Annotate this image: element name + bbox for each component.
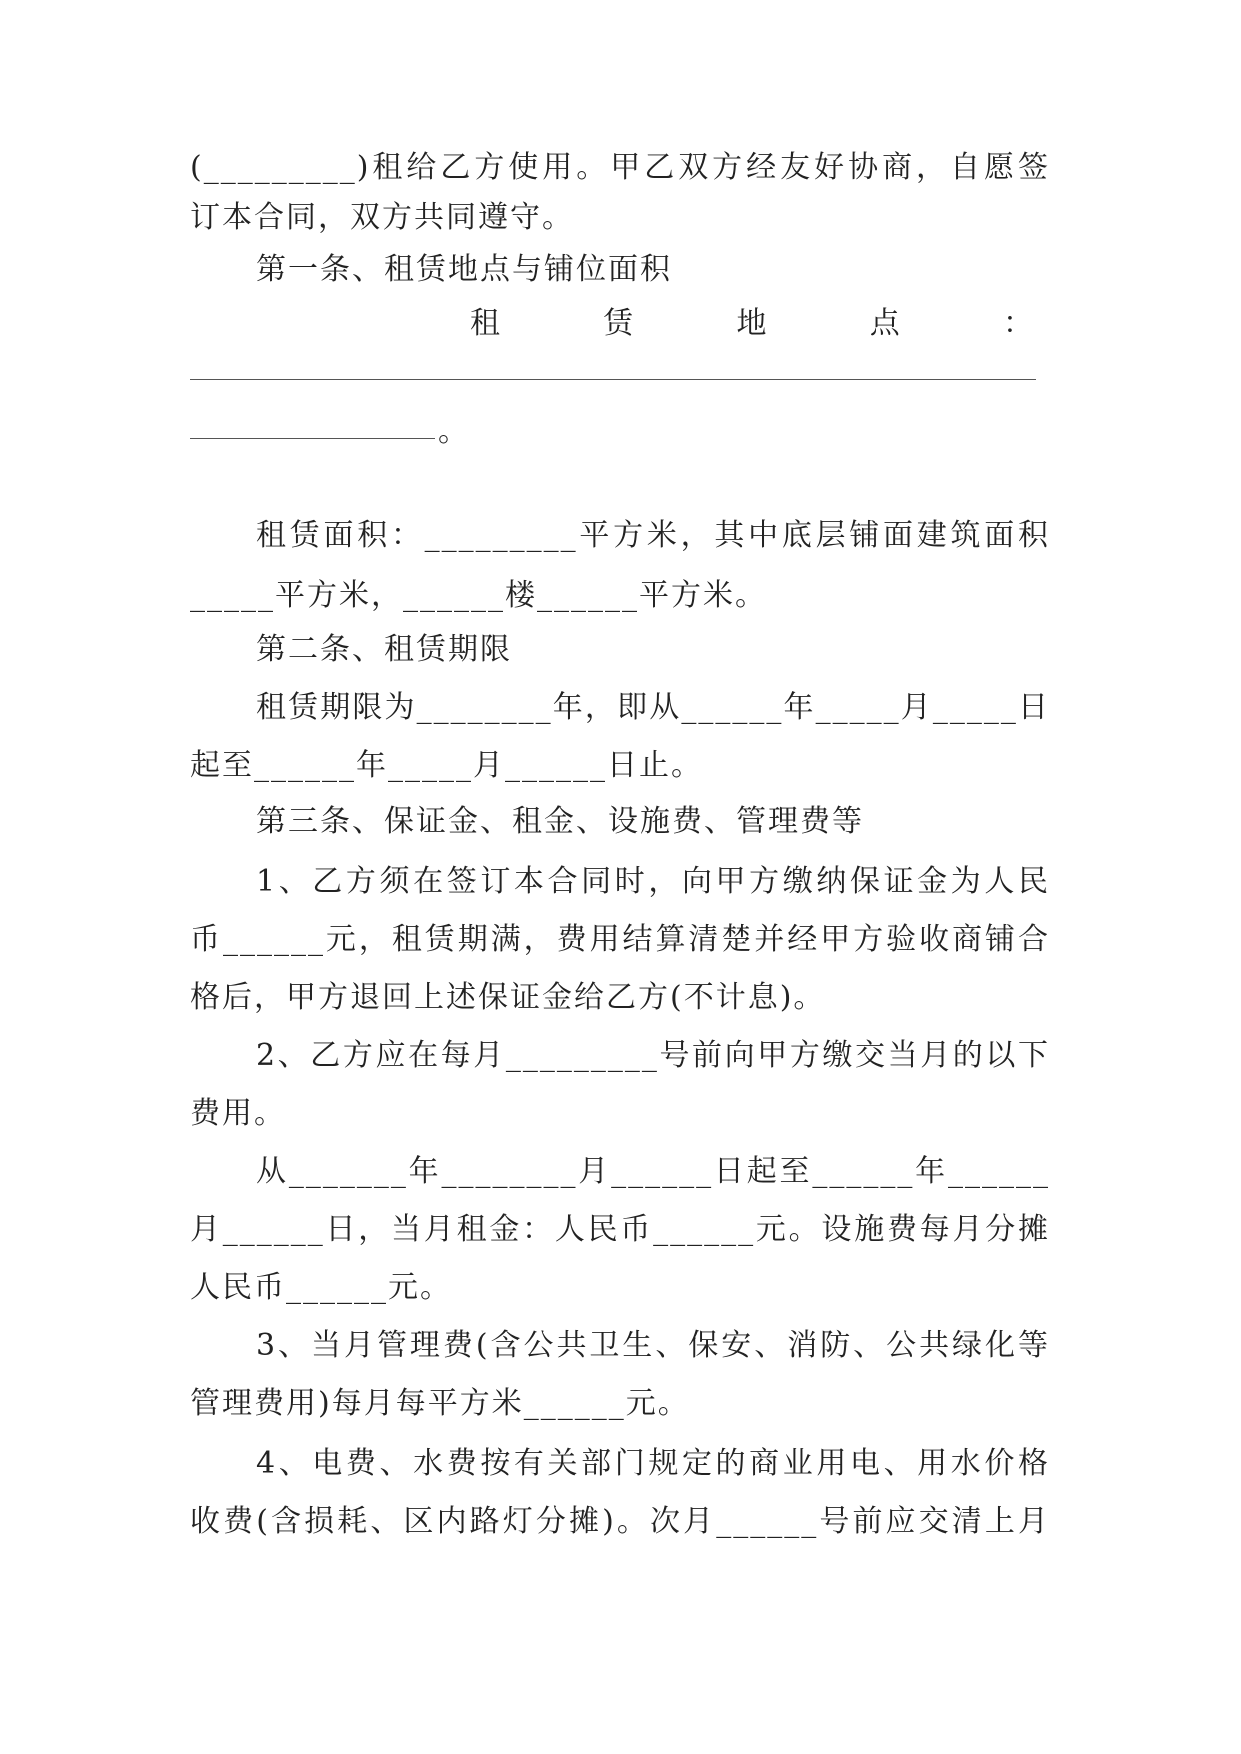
paragraph-line: 订本合同，双方共同遵守。 [190, 200, 574, 235]
paragraph-line: 管理费用)每月每平方米______元。 [190, 1386, 690, 1421]
label-char: 赁 [603, 306, 636, 341]
paragraph-line: (_________)租给乙方使用。甲乙双方经友好协商，自愿签 [190, 150, 1050, 185]
paragraph-line: 起至______年_____月______日止。 [190, 748, 703, 783]
paragraph-line: _____平方米，______楼______平方米。 [190, 578, 767, 613]
paragraph-line: 收费(含损耗、区内路灯分摊)。次月______号前应交清上月 [190, 1504, 1050, 1539]
blank-rule [190, 438, 435, 439]
paragraph-line: 费用。 [190, 1096, 286, 1131]
label-char: 租 [470, 306, 502, 341]
paragraph-line: 4、电费、水费按有关部门规定的商业用电、用水价格 [256, 1446, 1050, 1481]
label-char: 点 [869, 306, 902, 341]
location-label [470, 304, 1035, 344]
paragraph-line: 人民币______元。 [190, 1270, 452, 1305]
paragraph-line: 2、乙方应在每月_________号前向甲方缴交当月的以下 [256, 1038, 1050, 1073]
blank-rule [190, 379, 1036, 380]
label-char: 地 [736, 306, 769, 341]
paragraph-line: 从_______年________月______日起至______年______ [256, 1154, 1050, 1189]
label-char: ： [1003, 306, 1035, 341]
section-heading: 第一条、租赁地点与铺位面积 [256, 252, 672, 287]
section-heading: 第二条、租赁期限 [256, 632, 512, 667]
sentence-end: 。 [438, 414, 470, 449]
paragraph-line: 月______日，当月租金：人民币______元。设施费每月分摊 [190, 1212, 1050, 1247]
paragraph-line: 1、乙方须在签订本合同时，向甲方缴纳保证金为人民 [256, 864, 1050, 899]
paragraph-line: 3、当月管理费(含公共卫生、保安、消防、公共绿化等 [256, 1328, 1050, 1363]
paragraph-line: 币______元，租赁期满，费用结算清楚并经甲方验收商铺合 [190, 922, 1050, 957]
paragraph-line: 格后，甲方退回上述保证金给乙方(不计息)。 [190, 980, 826, 1015]
paragraph-line: 租赁期限为________年，即从______年_____月_____日 [256, 690, 1050, 725]
section-heading: 第三条、保证金、租金、设施费、管理费等 [256, 804, 864, 839]
paragraph-line: 租赁面积：_________平方米，其中底层铺面建筑面积 [256, 518, 1050, 553]
